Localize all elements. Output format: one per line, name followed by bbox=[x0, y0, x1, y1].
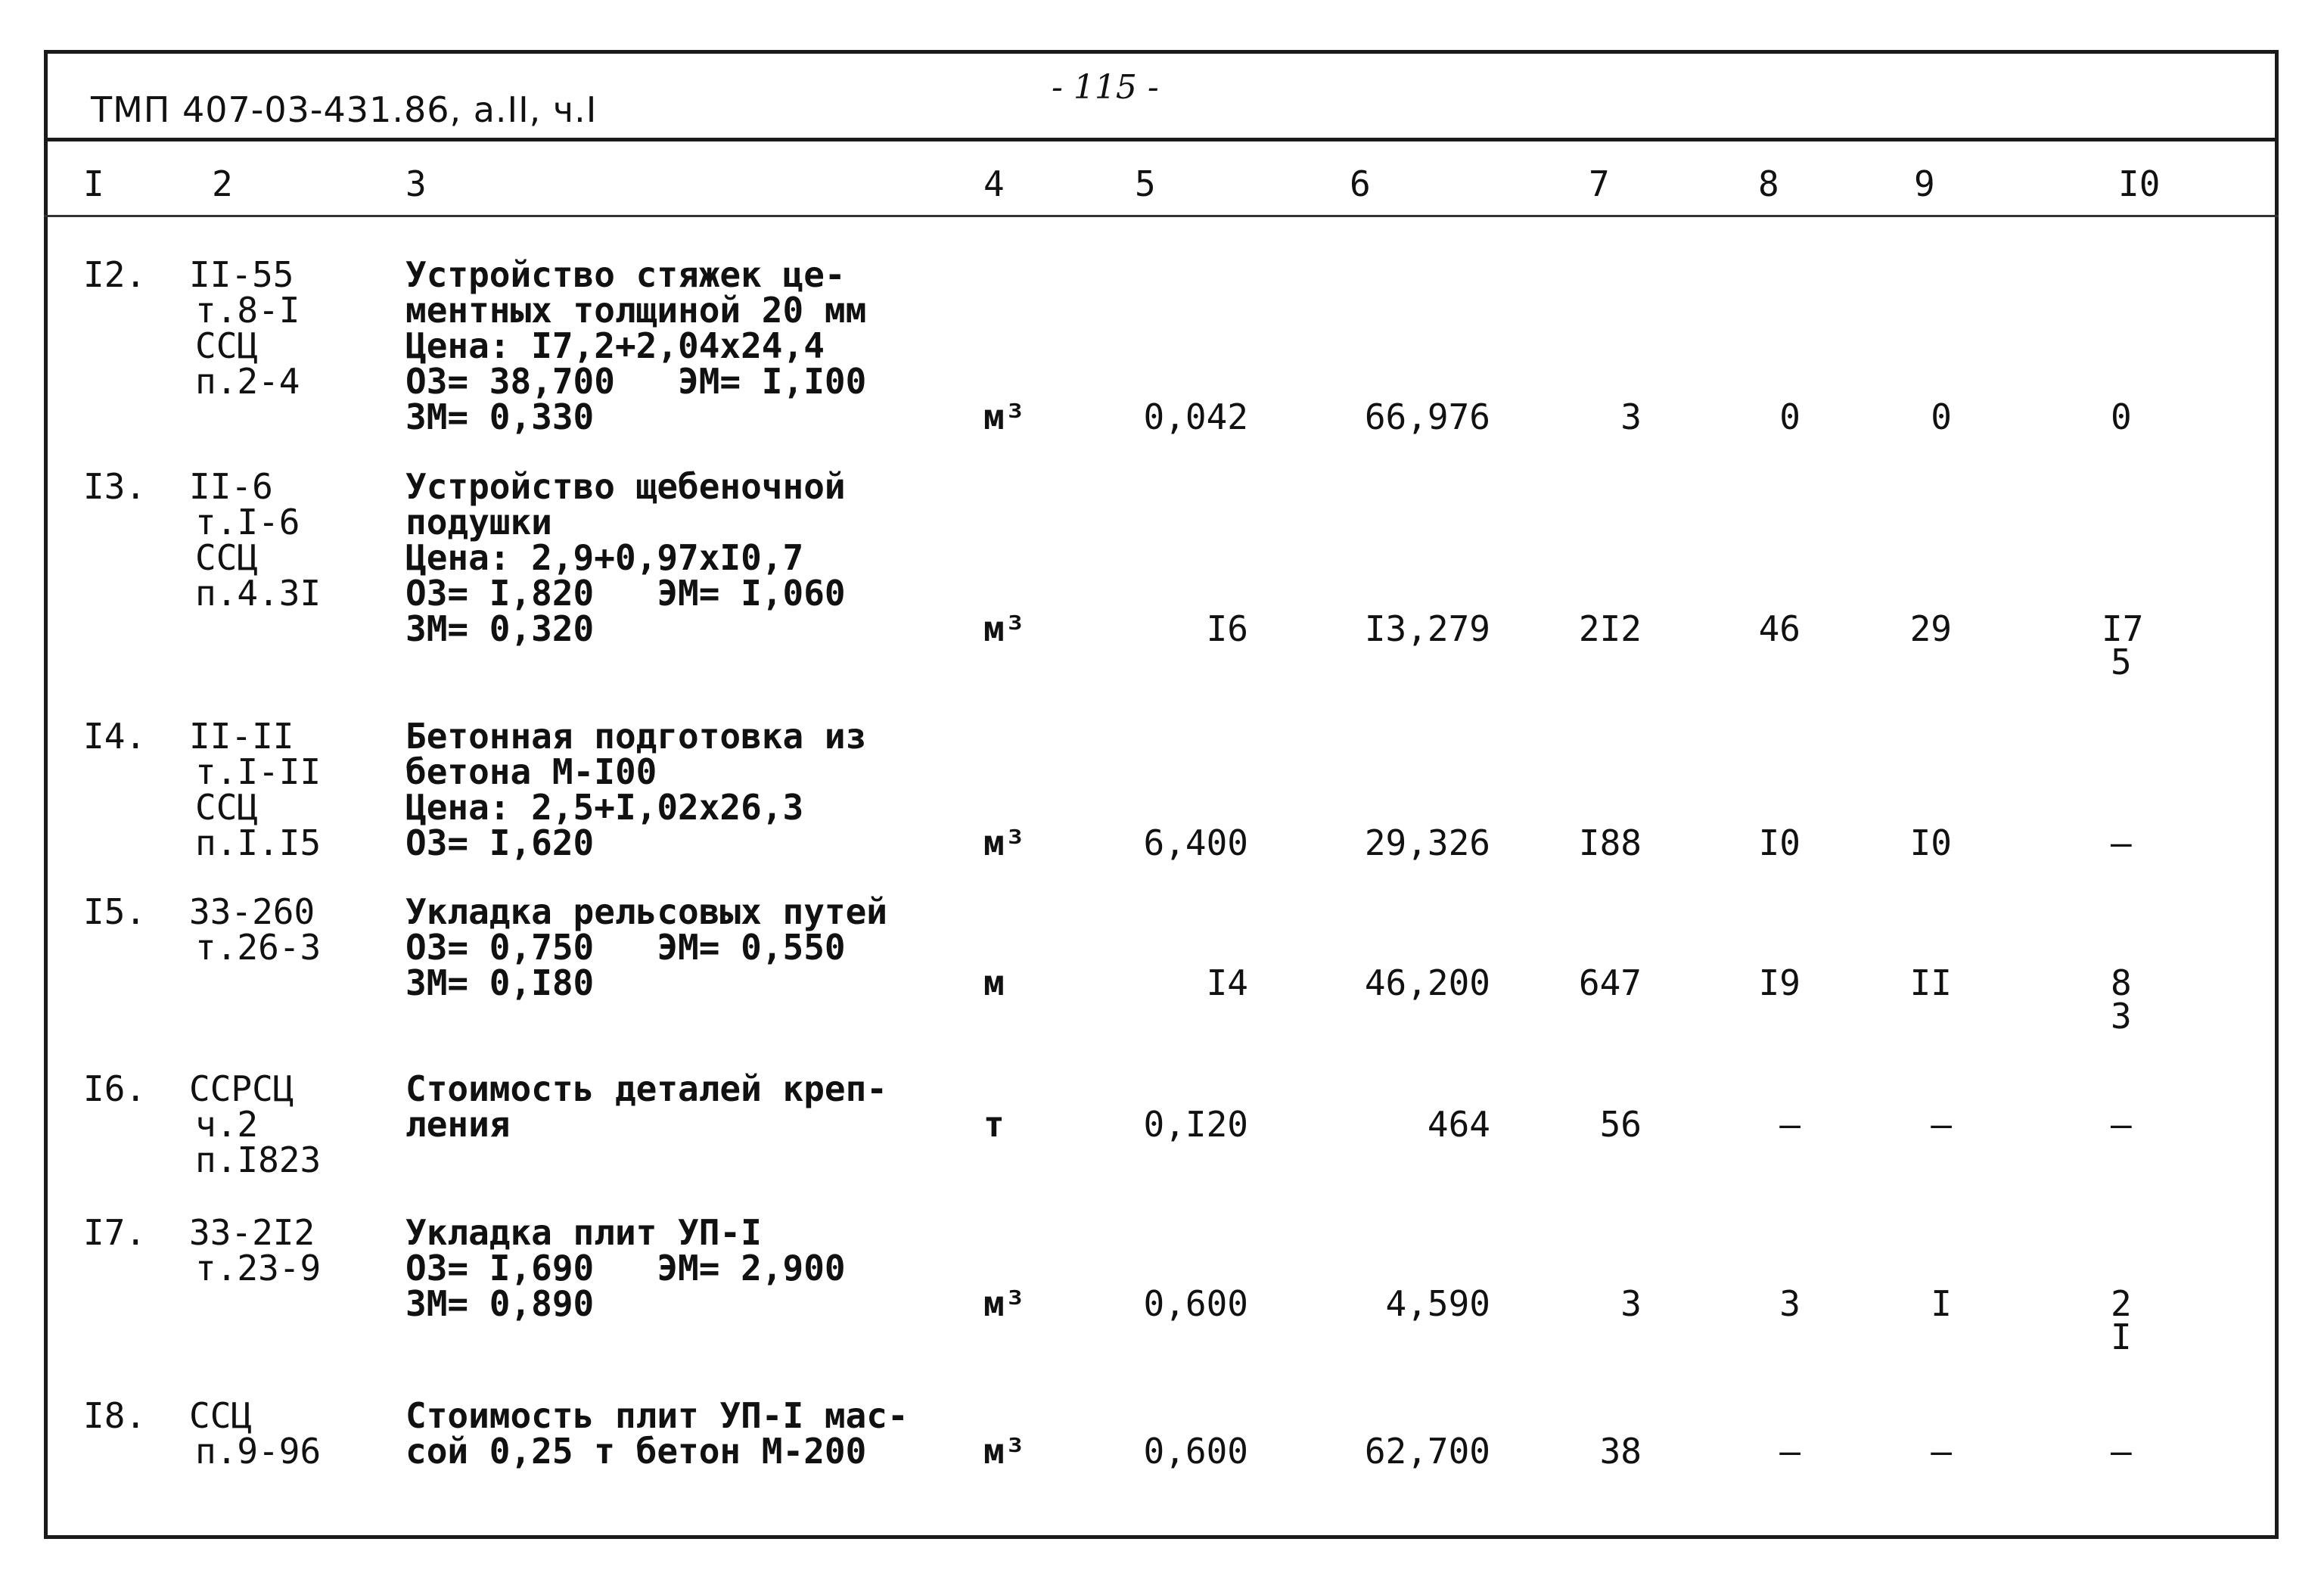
column-8-value: I0 bbox=[1758, 822, 1800, 863]
unit-cost-value: 62,700 bbox=[1364, 1431, 1490, 1472]
column-header-2: 2 bbox=[212, 163, 233, 204]
unit-of-measure: т bbox=[983, 1104, 1005, 1145]
column-9-value: I0 bbox=[1909, 822, 1952, 863]
work-description-line: Цена: I7,2+2,04х24,4 bbox=[405, 325, 825, 366]
column-header-10: I0 bbox=[2118, 163, 2161, 204]
work-description-line: ОЗ= I,690 ЭМ= 2,900 bbox=[405, 1248, 846, 1289]
work-description-line: ЗМ= 0,I80 bbox=[405, 962, 595, 1003]
reference-code: т.23-9 bbox=[195, 1248, 322, 1289]
reference-code: II-II bbox=[189, 716, 294, 757]
column-10-value: – bbox=[2111, 1104, 2132, 1145]
column-8-value: I9 bbox=[1758, 962, 1800, 1003]
work-description-line: подушки bbox=[405, 502, 552, 542]
reference-code: ССЦ bbox=[195, 537, 259, 578]
reference-code: п.2-4 bbox=[195, 361, 300, 402]
reference-code: ССЦ bbox=[195, 787, 259, 828]
work-description-line: Цена: 2,5+I,02х26,3 bbox=[405, 787, 804, 828]
column-8-value: – bbox=[1779, 1431, 1800, 1472]
work-description-line: ментных толщиной 20 мм bbox=[405, 290, 867, 331]
column-8-value: 46 bbox=[1758, 608, 1800, 649]
reference-code: II-55 bbox=[189, 254, 294, 295]
quantity-value: 0,042 bbox=[1143, 396, 1248, 437]
work-description-line: Укладка рельсовых путей bbox=[405, 891, 887, 932]
work-description-line: сой 0,25 т бетон М-200 bbox=[405, 1431, 867, 1472]
column-8-value: – bbox=[1779, 1104, 1800, 1145]
column-header-divider bbox=[44, 215, 2279, 217]
unit-cost-value: 66,976 bbox=[1364, 396, 1490, 437]
work-description-line: бетона М-I00 bbox=[405, 751, 657, 792]
unit-of-measure: м³ bbox=[983, 1431, 1026, 1472]
column-10-value: – bbox=[2111, 1431, 2132, 1472]
column-header-1: I bbox=[83, 163, 104, 204]
row-number: I3. bbox=[83, 466, 147, 507]
unit-cost-value: I3,279 bbox=[1364, 608, 1490, 649]
column-10-value: 2 bbox=[2111, 1283, 2132, 1324]
unit-cost-value: 464 bbox=[1427, 1104, 1490, 1145]
column-9-value: 0 bbox=[1931, 396, 1952, 437]
column-8-value: 0 bbox=[1779, 396, 1800, 437]
total-cost-value: 647 bbox=[1578, 962, 1642, 1003]
column-10-value: 3 bbox=[2111, 996, 2132, 1037]
column-9-value: II bbox=[1909, 962, 1952, 1003]
reference-code: ч.2 bbox=[195, 1104, 259, 1145]
quantity-value: I4 bbox=[1206, 962, 1248, 1003]
work-description-line: ОЗ= I,820 ЭМ= I,060 bbox=[405, 573, 846, 614]
total-cost-value: 3 bbox=[1620, 396, 1642, 437]
quantity-value: I6 bbox=[1206, 608, 1248, 649]
unit-of-measure: м³ bbox=[983, 608, 1026, 649]
work-description-line: ОЗ= 38,700 ЭМ= I,I00 bbox=[405, 361, 867, 402]
unit-of-measure: м³ bbox=[983, 822, 1026, 863]
quantity-value: 0,600 bbox=[1143, 1431, 1248, 1472]
work-description-line: ЗМ= 0,330 bbox=[405, 396, 595, 437]
reference-code: п.I.I5 bbox=[195, 822, 322, 863]
work-description-line: Бетонная подготовка из bbox=[405, 716, 867, 757]
row-number: I2. bbox=[83, 254, 147, 295]
column-header-6: 6 bbox=[1350, 163, 1371, 204]
work-description-line: ОЗ= 0,750 ЭМ= 0,550 bbox=[405, 927, 846, 968]
column-header-7: 7 bbox=[1589, 163, 1610, 204]
unit-of-measure: м³ bbox=[983, 396, 1026, 437]
page-number: - 115 - bbox=[1052, 68, 1159, 107]
column-header-4: 4 bbox=[983, 163, 1005, 204]
quantity-value: 6,400 bbox=[1143, 822, 1248, 863]
work-description-line: Устройство щебеночной bbox=[405, 466, 846, 507]
reference-code: п.9-96 bbox=[195, 1431, 322, 1472]
column-10-value: – bbox=[2111, 822, 2132, 863]
reference-code: т.I-II bbox=[195, 751, 322, 792]
column-9-value: 29 bbox=[1909, 608, 1952, 649]
column-10-value: 8 bbox=[2111, 962, 2132, 1003]
work-description-line: Укладка плит УП-I bbox=[405, 1212, 762, 1253]
work-description-line: ЗМ= 0,320 bbox=[405, 608, 595, 649]
reference-code: 33-2I2 bbox=[189, 1212, 315, 1253]
work-description-line: Цена: 2,9+0,97хI0,7 bbox=[405, 537, 804, 578]
unit-of-measure: м bbox=[983, 962, 1005, 1003]
unit-cost-value: 46,200 bbox=[1364, 962, 1490, 1003]
unit-of-measure: м³ bbox=[983, 1283, 1026, 1324]
work-description-line: ления bbox=[405, 1104, 511, 1145]
column-10-value: 5 bbox=[2111, 642, 2132, 682]
column-10-value: 0 bbox=[2111, 396, 2132, 437]
total-cost-value: 2I2 bbox=[1578, 608, 1642, 649]
column-header-8: 8 bbox=[1758, 163, 1779, 204]
column-9-value: I bbox=[1931, 1283, 1952, 1324]
work-description-line: Устройство стяжек це- bbox=[405, 254, 846, 295]
work-description-line: Стоимость плит УП-I мас- bbox=[405, 1395, 909, 1436]
quantity-value: 0,600 bbox=[1143, 1283, 1248, 1324]
reference-code: т.26-3 bbox=[195, 927, 322, 968]
total-cost-value: 3 bbox=[1620, 1283, 1642, 1324]
row-number: I4. bbox=[83, 716, 147, 757]
work-description-line: Стоимость деталей креп- bbox=[405, 1068, 887, 1109]
unit-cost-value: 29,326 bbox=[1364, 822, 1490, 863]
reference-code: ССЦ bbox=[195, 325, 259, 366]
total-cost-value: 38 bbox=[1599, 1431, 1642, 1472]
total-cost-value: 56 bbox=[1599, 1104, 1642, 1145]
work-description-line: ОЗ= I,620 bbox=[405, 822, 595, 863]
column-8-value: 3 bbox=[1779, 1283, 1800, 1324]
reference-code: ССРСЦ bbox=[189, 1068, 294, 1109]
reference-code: т.8-I bbox=[195, 290, 300, 331]
column-10-value: I7 bbox=[2102, 608, 2144, 649]
quantity-value: 0,I20 bbox=[1143, 1104, 1248, 1145]
work-description-line: ЗМ= 0,890 bbox=[405, 1283, 595, 1324]
column-header-3: 3 bbox=[405, 163, 427, 204]
reference-code: II-6 bbox=[189, 466, 273, 507]
reference-code: т.I-6 bbox=[195, 502, 300, 542]
reference-code: п.4.3I bbox=[195, 573, 322, 614]
column-header-5: 5 bbox=[1135, 163, 1156, 204]
reference-code: п.I823 bbox=[195, 1139, 322, 1180]
row-number: I7. bbox=[83, 1212, 147, 1253]
row-number: I8. bbox=[83, 1395, 147, 1436]
column-9-value: – bbox=[1931, 1104, 1952, 1145]
unit-cost-value: 4,590 bbox=[1385, 1283, 1490, 1324]
column-header-9: 9 bbox=[1914, 163, 1935, 204]
reference-code: 33-260 bbox=[189, 891, 315, 932]
row-number: I6. bbox=[83, 1068, 147, 1109]
column-10-value: I bbox=[2111, 1317, 2132, 1357]
column-9-value: – bbox=[1931, 1431, 1952, 1472]
total-cost-value: I88 bbox=[1578, 822, 1642, 863]
document-code: ТМП 407-03-431.86, а.II, ч.I bbox=[91, 89, 598, 130]
row-number: I5. bbox=[83, 891, 147, 932]
header-divider bbox=[44, 138, 2279, 141]
reference-code: ССЦ bbox=[189, 1395, 253, 1436]
